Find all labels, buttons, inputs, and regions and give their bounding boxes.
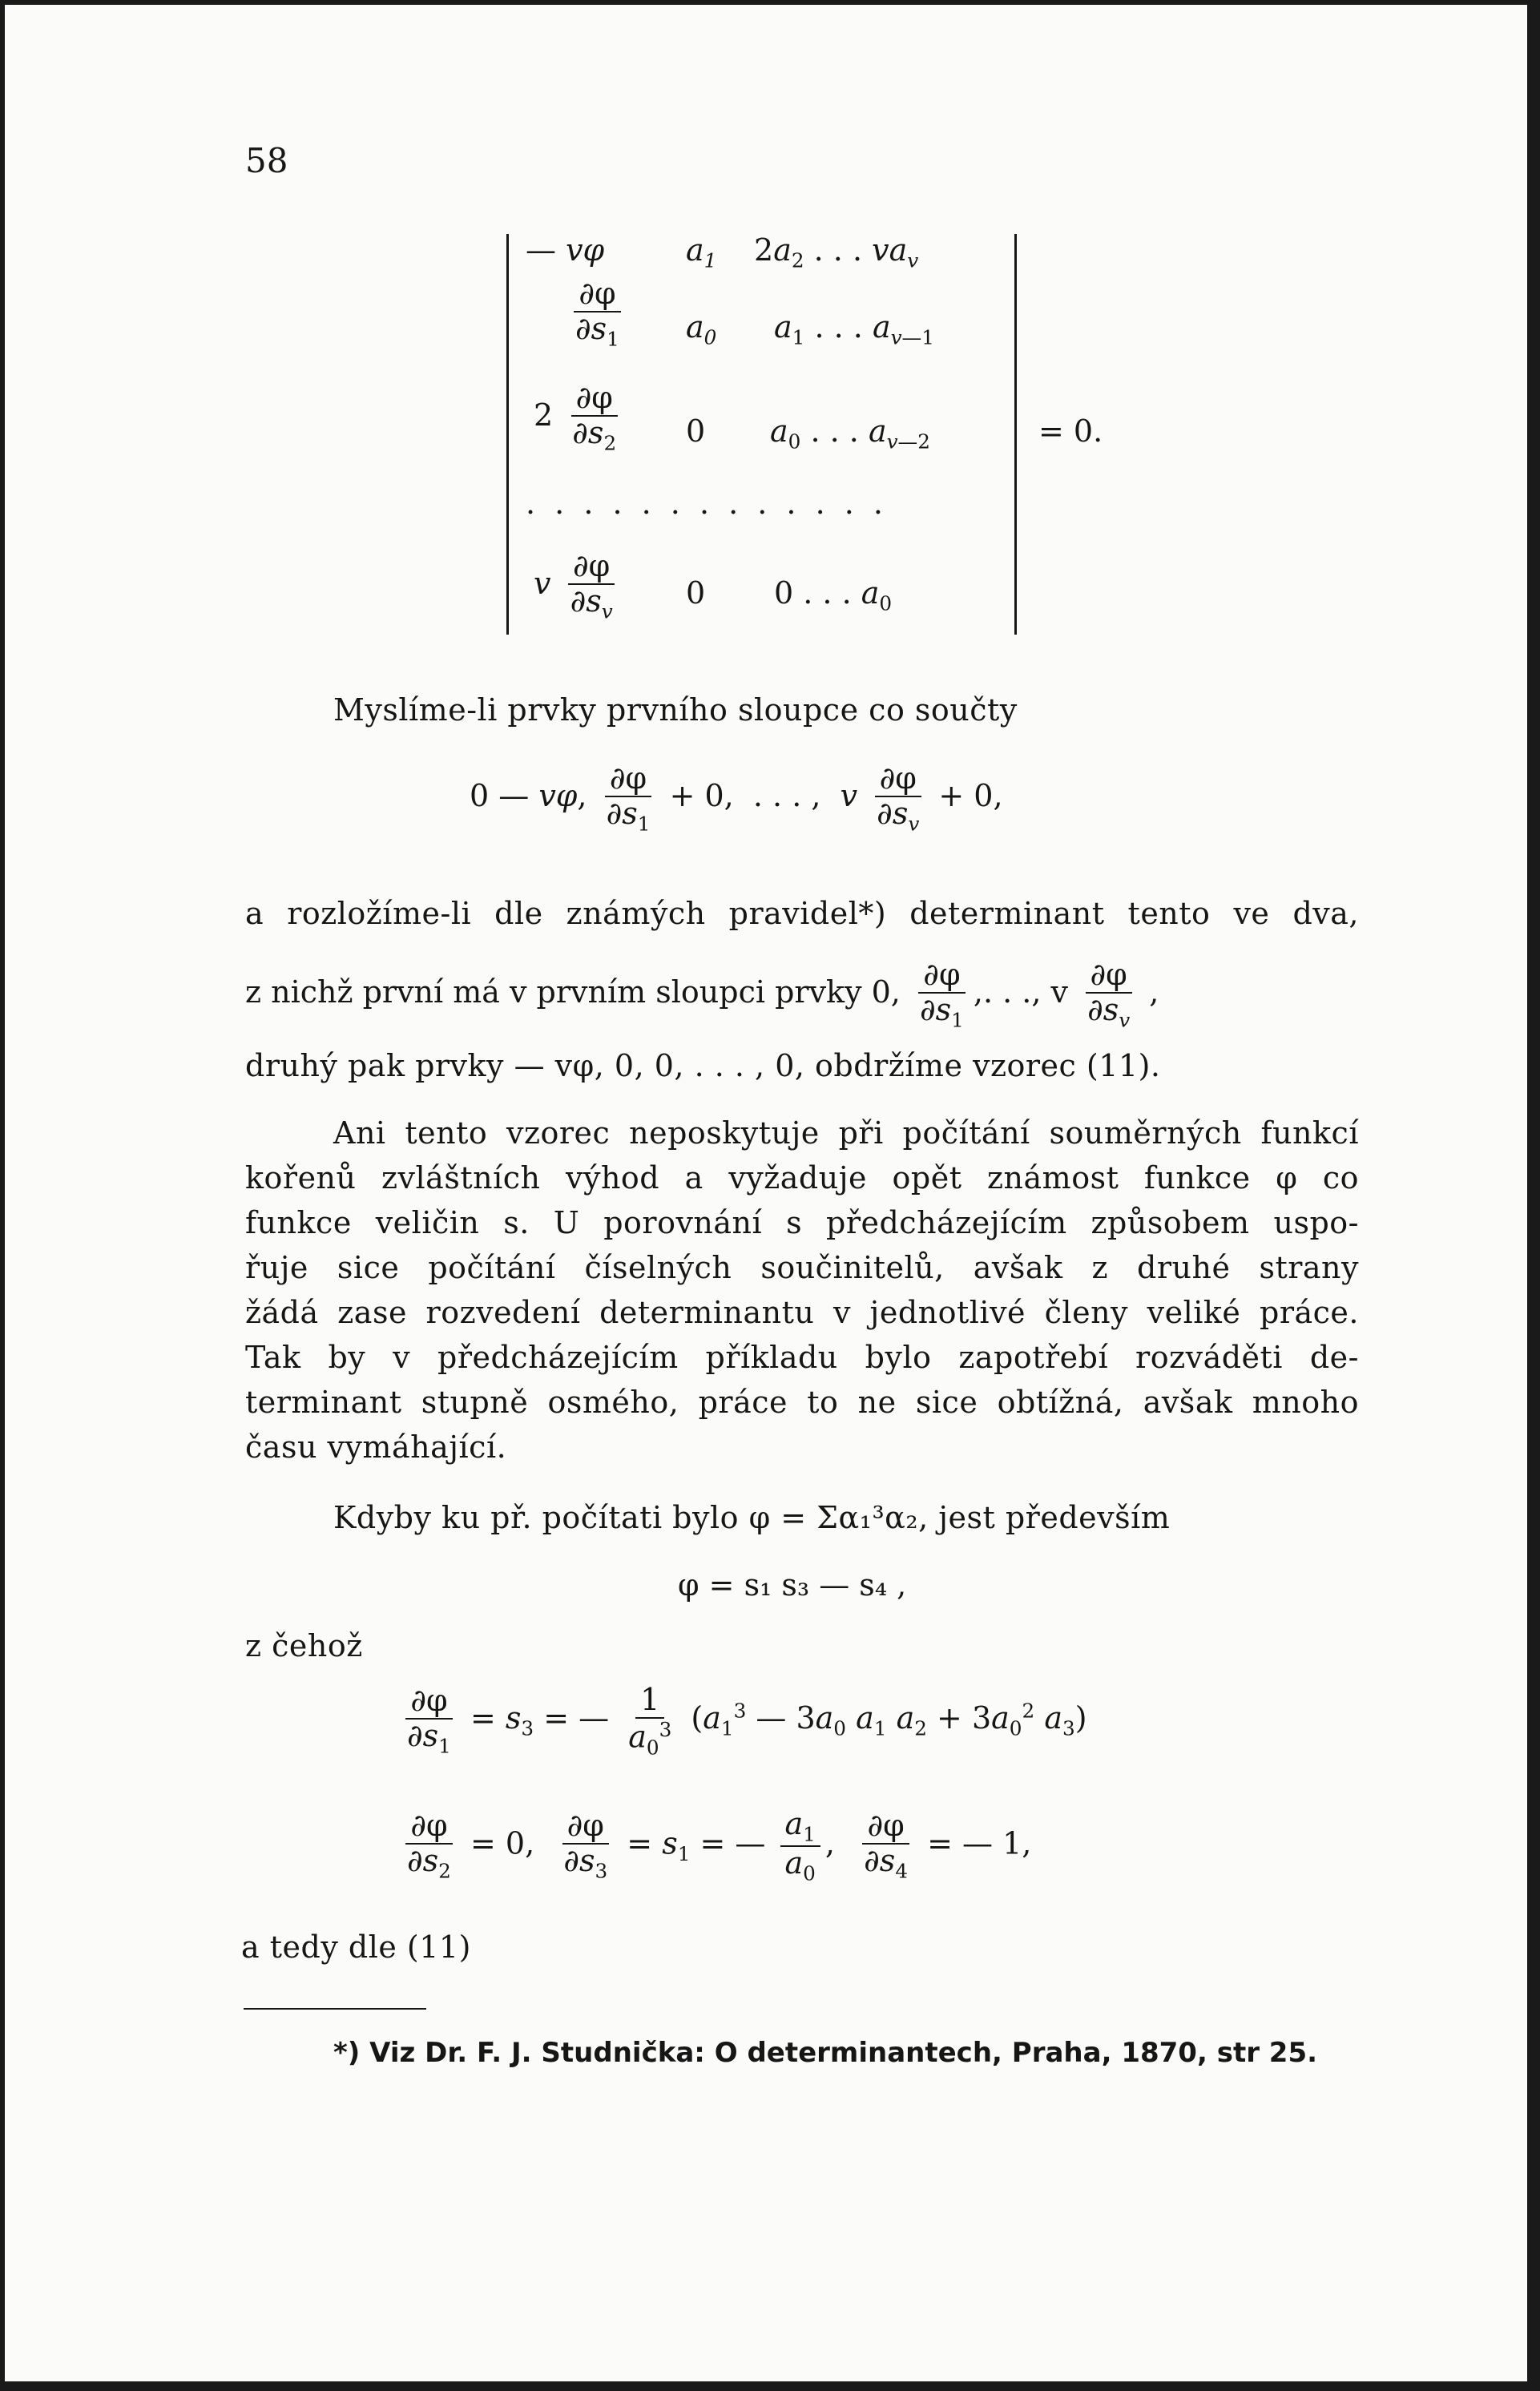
sum-terms: 0 — vφ, $\frac{\partial\varphi}{\partial s_1}$ + 0, . . . , v $\frac{\partial\varphi}{\partial s_v}$ + 0, bbox=[470, 760, 1003, 836]
det-equals: = 0. bbox=[1038, 413, 1103, 449]
paragraph-2-line-2: z nichž první má v prvním sloupci prvky 0, $\frac{\partial\varphi}{\partial s_1}$ ,. . ., v $\frac{\partial\varphi}{\partial s_v}$ , bbox=[245, 957, 1159, 1032]
determinant-right-bar bbox=[1014, 234, 1017, 635]
det-r5c1: v $\frac{\partial\varphi}{\partial s_v}$ bbox=[534, 550, 623, 623]
footnote: *) Viz Dr. F. J. Studnička: O determinantech, Praha, 1870, str 25. bbox=[333, 2037, 1318, 2069]
paragraph-1: Myslíme-li prvky prvního sloupce co součty bbox=[333, 692, 1018, 728]
det-r3c1: 2 $\frac{\partial\varphi}{\partial s_2}$ bbox=[534, 380, 617, 455]
det-r2c2: $a_0$ bbox=[686, 309, 717, 349]
det-r5c2: 0 bbox=[686, 575, 706, 611]
paragraph-2-line-1: a rozložíme-li dle známých pravidel*) determinant tento ve dva, bbox=[245, 896, 1359, 931]
para3-line-4: řuje sice počítání číselných součinitelů, avšak z druhé strany bbox=[245, 1250, 1359, 1285]
paragraph-4: Kdyby ku př. počítati bylo φ = Σα₁³α₂, jest především bbox=[333, 1500, 1171, 1535]
page-number: 58 bbox=[245, 141, 288, 180]
para3-line-8: času vymáhající. bbox=[245, 1429, 507, 1465]
book-page bbox=[5, 5, 1527, 2381]
para3-line-2: kořenů zvláštních výhod a vyžaduje opět známost funkce φ co bbox=[245, 1160, 1359, 1196]
det-r2c3: $a_1$ . . . $a_{v—1}$ bbox=[774, 309, 934, 349]
det-r5c3: 0 . . . $a_0$ bbox=[774, 575, 893, 615]
paragraph-2-line-3: druhý pak prvky — vφ, 0, 0, . . . , 0, obdržíme vzorec (11). bbox=[245, 1048, 1161, 1083]
det-dots-row: . . . . . . . . . . . . . bbox=[526, 486, 888, 521]
para3-line-1: Ani tento vzorec neposkytuje při počítání souměrných funkcí bbox=[333, 1115, 1359, 1151]
det-r3c2: 0 bbox=[686, 413, 706, 449]
det-r1c2: $a_1$ bbox=[686, 232, 717, 272]
footnote-rule bbox=[244, 2008, 426, 2010]
equation-1: $\frac{\partial\varphi}{\partial s_1}$ = $s_3$ = — $\frac{1}{a_0^3}$ ($a_1^3$ — $3a_0$ $a_1$ $a_2 + 3a_0^2$ $a_3$) bbox=[407, 1682, 1087, 1760]
para2-tail: ,. . ., v bbox=[973, 974, 1068, 1010]
det-r1c3: $2a_2$ . . . $va_v$ bbox=[754, 232, 919, 272]
z-cehoz: z čehož bbox=[245, 1628, 363, 1663]
para3-line-5: žádá zase rozvedení determinantu v jednotlivé členy veliké práce. bbox=[245, 1295, 1359, 1330]
equation-2: $\frac{\partial\varphi}{\partial s_2}$ = 0, $\frac{\partial\varphi}{\partial s_3}$ = $s_1$ = — $\frac{a_1}{a_0}$ , $\frac{\partial\varphi}{\partial s_4}$ = — 1, bbox=[407, 1806, 1032, 1885]
determinant-left-bar bbox=[506, 234, 509, 635]
det-r2c1: $\frac{\partial\varphi}{\partial s_1}$ bbox=[575, 276, 619, 351]
det-r1c1: — vφ bbox=[526, 232, 605, 268]
equation-phi: φ = s₁ s₃ — s₄ , bbox=[678, 1567, 907, 1603]
para3-line-7: terminant stupně osmého, práce to ne sice obtížná, avšak mnoho bbox=[245, 1385, 1359, 1420]
a-tedy: a tedy dle (11) bbox=[241, 1929, 471, 1965]
det-r3c3: $a_0$ . . . $a_{v—2}$ bbox=[770, 413, 930, 454]
para3-line-3: funkce veličin s. U porovnání s předcházejícím způsobem uspo- bbox=[245, 1205, 1359, 1240]
para3-line-6: Tak by v předcházejícím příkladu bylo zapotřebí rozváděti de- bbox=[245, 1340, 1359, 1375]
para2-line2-text: z nichž první má v prvním sloupci prvky 0, bbox=[245, 974, 901, 1010]
